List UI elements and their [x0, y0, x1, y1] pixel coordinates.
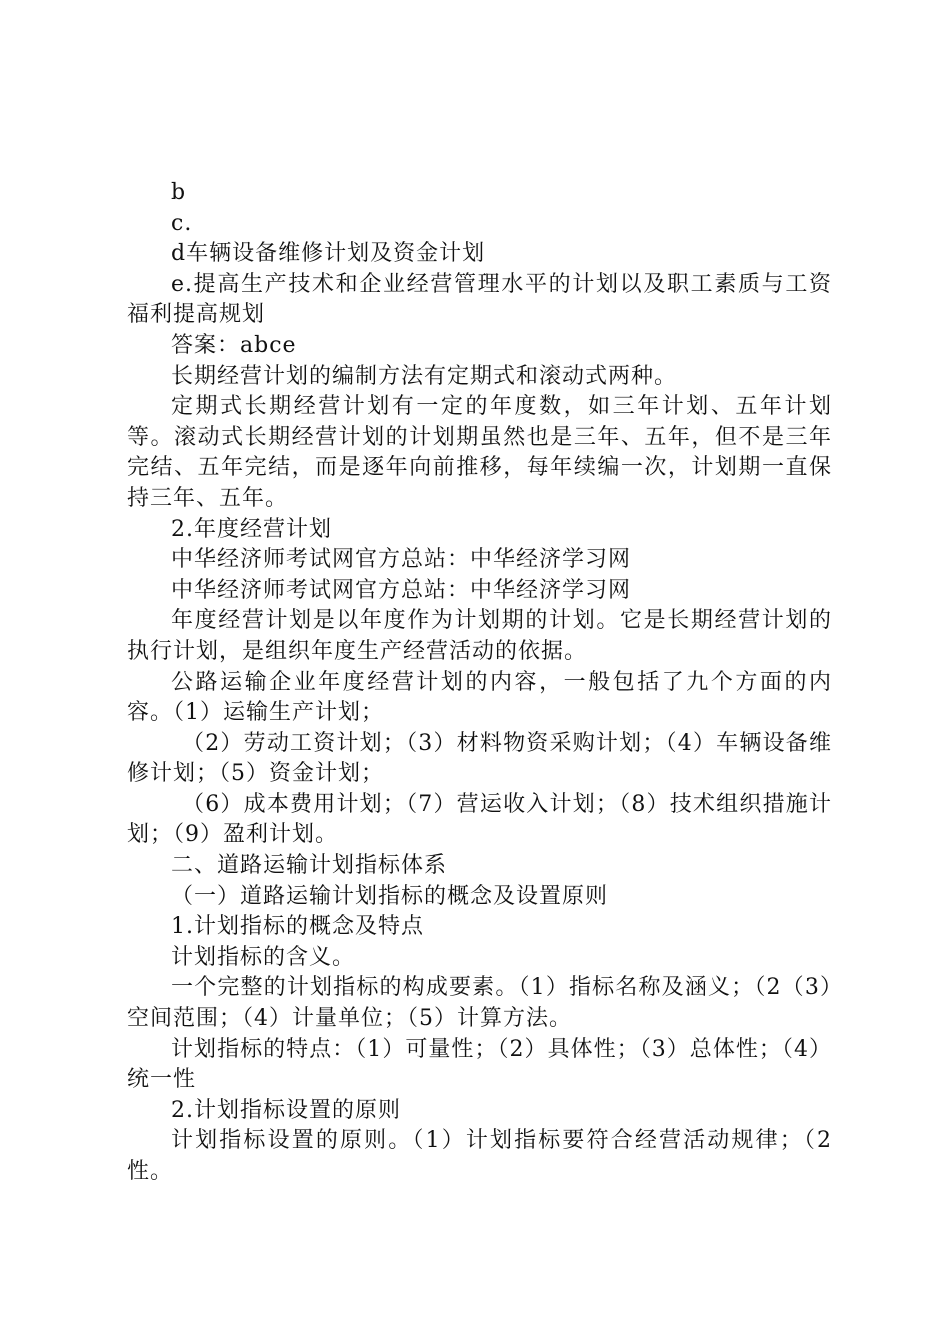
paragraph-indicator-elements: 一个完整的计划指标的构成要素。（1）指标名称及涵义；（2（3）空间范围；（4）计量单位；（5）计算方法。	[127, 975, 832, 1032]
heading-indicator-principles: 2.计划指标设置的原则	[171, 1097, 401, 1123]
paragraph-indicator-principles: 计划指标设置的原则。（1）计划指标要符合经营活动规律；（2性。	[127, 1128, 832, 1184]
paragraph-option-e: e.提高生产技术和企业经营管理水平的计划以及职工素质与工资福利提高规划	[127, 271, 832, 328]
heading-indicator-system: 二、道路运输计划指标体系	[171, 853, 448, 879]
heading-annual-plan: 2.年度经营计划	[171, 516, 332, 542]
paragraph-indicator-characteristics: 计划指标的特点：（1）可量性；（2）具体性；（3）总体性；（4）统一性	[127, 1036, 832, 1093]
paragraph-annual-content: 公路运输企业年度经营计划的内容，一般包括了九个方面的内容。（1）运输生产计划；	[127, 669, 832, 726]
heading-indicator-concept: （一）道路运输计划指标的概念及设置原则	[171, 883, 609, 909]
paragraph-option-b: b	[171, 180, 187, 205]
paragraph-site-note-2: 中华经济师考试网官方总站：中华经济学习网	[171, 577, 632, 603]
paragraph-plan-items-2-5: （2）劳动工资计划；（3）材料物资采购计划；（4）车辆设备维修计划；（5）资金计划；	[127, 730, 832, 787]
paragraph-site-note-1: 中华经济师考试网官方总站：中华经济学习网	[171, 547, 632, 573]
paragraph-indicator-meaning: 计划指标的含义。	[171, 944, 356, 970]
paragraph-plan-items-6-9: （6）成本费用计划；（7）营运收入计划；（8）技术组织措施计划；（9）盈利计划。	[127, 791, 832, 848]
paragraph-fixed-rolling: 定期式长期经营计划有一定的年度数，如三年计划、五年计划等。滚动式长期经营计划的计划期虽然也是三年、五年，但不是三年完结、五年完结，而是逐年向前推移，每年续编一次，计划期一直保持三年、五年。	[127, 394, 832, 511]
document-body	[127, 178, 832, 1188]
paragraph-annual-definition: 年度经营计划是以年度作为计划期的计划。它是长期经营计划的执行计划，是组织年度生产经营活动的依据。	[127, 608, 832, 664]
paragraph-answer: 答案：abce	[171, 332, 297, 358]
heading-indicator-features: 1.计划指标的概念及特点	[171, 914, 424, 940]
paragraph-long-term-methods: 长期经营计划的编制方法有定期式和滚动式两种。	[171, 363, 678, 389]
paragraph-option-d: d车辆设备维修计划及资金计划	[171, 241, 486, 267]
paragraph-option-c: c.	[171, 210, 193, 236]
